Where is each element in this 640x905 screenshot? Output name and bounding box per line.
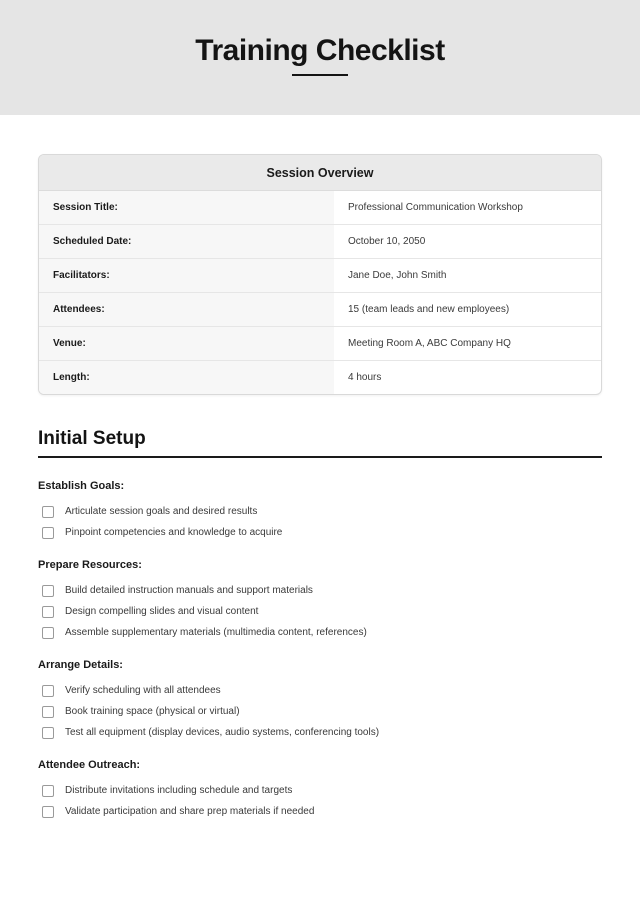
initial-setup-heading: Initial Setup <box>38 428 146 449</box>
checklist-item[interactable] <box>38 601 602 622</box>
checklist-item-text: Assemble supplementary materials (multimedia content, references) <box>65 627 367 638</box>
group-title: Establish Goals: <box>38 480 125 492</box>
overview-value: Jane Doe, John Smith <box>348 270 447 281</box>
checkbox[interactable] <box>42 585 54 597</box>
overview-row <box>39 293 601 327</box>
checklist-group-prepare-resources <box>38 557 602 643</box>
checklist-group-attendee-outreach <box>38 757 602 822</box>
checkbox[interactable] <box>42 627 54 639</box>
checklist-item[interactable] <box>38 622 602 643</box>
title-underline <box>292 74 348 76</box>
checklist-item[interactable] <box>38 801 602 822</box>
overview-row <box>39 225 601 259</box>
checkbox[interactable] <box>42 606 54 618</box>
checklist-item-text: Distribute invitations including schedule and targets <box>65 785 293 796</box>
overview-value: 15 (team leads and new employees) <box>348 304 510 315</box>
checklist-item[interactable] <box>38 680 602 701</box>
session-overview-heading: Session Overview <box>39 155 601 191</box>
checklist-item-text: Build detailed instruction manuals and support materials <box>65 585 313 596</box>
overview-value: 4 hours <box>348 372 382 383</box>
checkbox[interactable] <box>42 527 54 539</box>
group-title: Arrange Details: <box>38 659 123 671</box>
overview-row <box>39 259 601 293</box>
checklist-group-establish-goals <box>38 478 602 543</box>
overview-label: Scheduled Date: <box>39 225 334 258</box>
checkbox[interactable] <box>42 706 54 718</box>
checkbox[interactable] <box>42 806 54 818</box>
overview-value: October 10, 2050 <box>348 236 426 247</box>
checklist-item[interactable] <box>38 501 602 522</box>
overview-row <box>39 191 601 225</box>
checklist-item-text: Verify scheduling with all attendees <box>65 685 221 696</box>
group-title: Attendee Outreach: <box>38 759 141 771</box>
checklist-item[interactable] <box>38 522 602 543</box>
page-title: Training Checklist <box>195 34 445 67</box>
checklist-item-text: Book training space (physical or virtual) <box>65 706 240 717</box>
checklist-item-text: Test all equipment (display devices, audio systems, conferencing tools) <box>65 727 380 738</box>
checklist-item[interactable] <box>38 580 602 601</box>
checkbox[interactable] <box>42 685 54 697</box>
overview-label: Attendees: <box>39 293 334 326</box>
checklist-item[interactable] <box>38 780 602 801</box>
page-header <box>0 0 640 115</box>
checklist-item-text: Articulate session goals and desired results <box>65 506 258 517</box>
checklist-item-text: Validate participation and share prep materials if needed <box>65 806 315 817</box>
overview-label: Length: <box>39 361 334 394</box>
checkbox[interactable] <box>42 727 54 739</box>
checklist-group-arrange-details <box>38 657 602 743</box>
checkbox[interactable] <box>42 506 54 518</box>
checklist-item-text: Design compelling slides and visual content <box>65 606 259 617</box>
overview-label: Facilitators: <box>39 259 334 292</box>
overview-label: Venue: <box>39 327 334 360</box>
checkbox[interactable] <box>42 785 54 797</box>
checklist-item[interactable] <box>38 722 602 743</box>
overview-row <box>39 361 601 394</box>
group-title: Prepare Resources: <box>38 559 142 571</box>
overview-value: Professional Communication Workshop <box>348 202 523 213</box>
checklist <box>38 478 602 836</box>
overview-value: Meeting Room A, ABC Company HQ <box>348 338 511 349</box>
checklist-item-text: Pinpoint competencies and knowledge to acquire <box>65 527 283 538</box>
checklist-item[interactable] <box>38 701 602 722</box>
overview-label: Session Title: <box>39 191 334 224</box>
overview-row <box>39 327 601 361</box>
section-divider <box>38 456 602 458</box>
session-overview-table <box>38 154 602 395</box>
